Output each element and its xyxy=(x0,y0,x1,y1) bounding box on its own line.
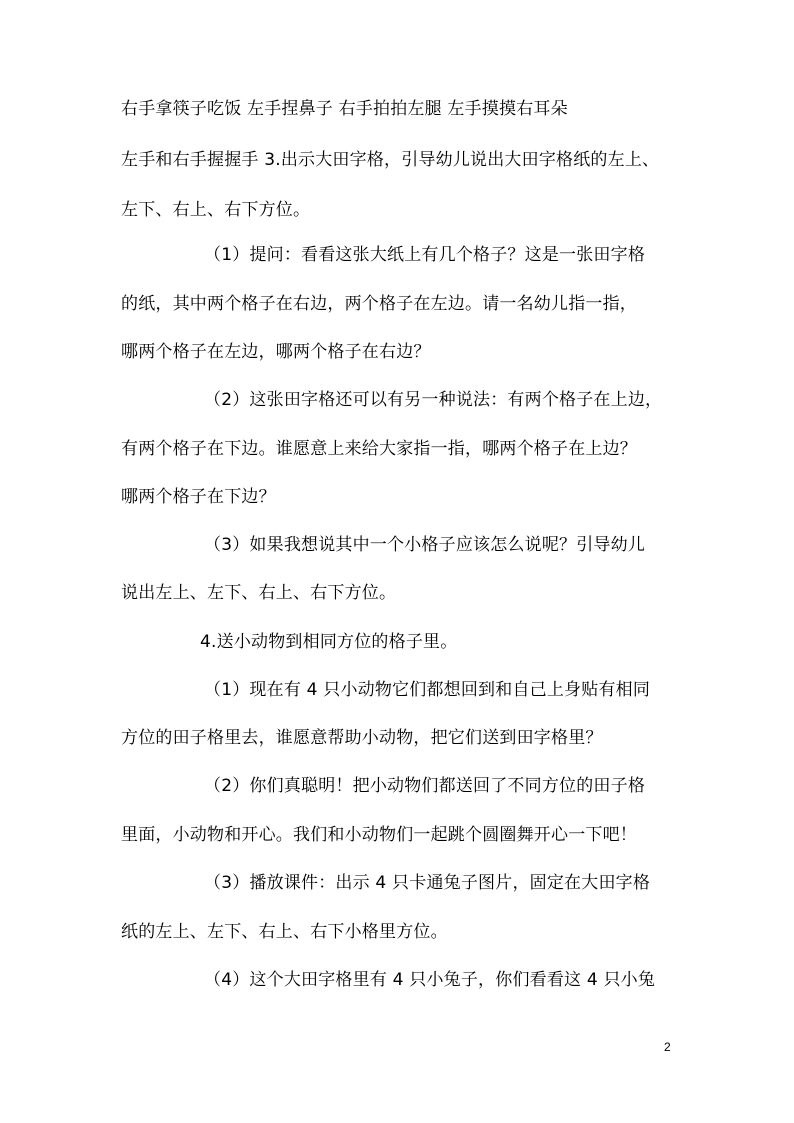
text-line: 左手和右手握握手 3.出示大田字格，引导幼儿说出大田字格纸的左上、 xyxy=(121,150,660,170)
text-line: 纸的左上、左下、右上、右下小格里方位。 xyxy=(121,922,448,942)
text-line: 方位的田子格里去，谁愿意帮助小动物，把它们送到田字格里？ xyxy=(121,728,603,748)
text-line: 说出左上、左下、右上、右下方位。 xyxy=(121,583,397,603)
text-line: 里面，小动物和开心。我们和小动物们一起跳个圆圈舞开心一下吧！ xyxy=(121,825,637,845)
text-line: 有两个格子在下边。谁愿意上来给大家指一指，哪两个格子在上边？ xyxy=(121,439,637,459)
text-line: 的纸，其中两个格子在右边，两个格子在左边。请一名幼儿指一指， xyxy=(121,294,637,314)
text-line: （4）这个大田字格里有 4 只小兔子，你们看看这 4 只小兔 xyxy=(204,970,656,990)
text-line: （3）如果我想说其中一个小格子应该怎么说呢？引导幼儿 xyxy=(204,535,646,555)
text-line: 右手拿筷子吃饭 左手捏鼻子 右手拍拍左腿 左手摸摸右耳朵 xyxy=(121,99,568,119)
text-line: （1）现在有 4 只小动物它们都想回到和自己上身贴有相同 xyxy=(204,680,651,700)
text-line: （1）提问：看看这张大纸上有几个格子？这是一张田字格 xyxy=(204,245,646,265)
section-heading: 4.送小动物到相同方位的格子里。 xyxy=(200,632,458,652)
text-line: 左下、右上、右下方位。 xyxy=(121,200,311,220)
text-line: （2）这张田字格还可以有另一种说法：有两个格子在上边， xyxy=(204,390,663,410)
text-line: 哪两个格子在左边，哪两个格子在右边？ xyxy=(121,342,431,362)
text-line: 哪两个格子在下边？ xyxy=(121,487,276,507)
page-number: 2 xyxy=(664,1040,671,1054)
text-line: （2）你们真聪明！把小动物们都送回了不同方位的田子格 xyxy=(204,776,646,796)
text-line: （3）播放课件：出示 4 只卡通兔子图片，固定在大田字格 xyxy=(204,873,651,893)
